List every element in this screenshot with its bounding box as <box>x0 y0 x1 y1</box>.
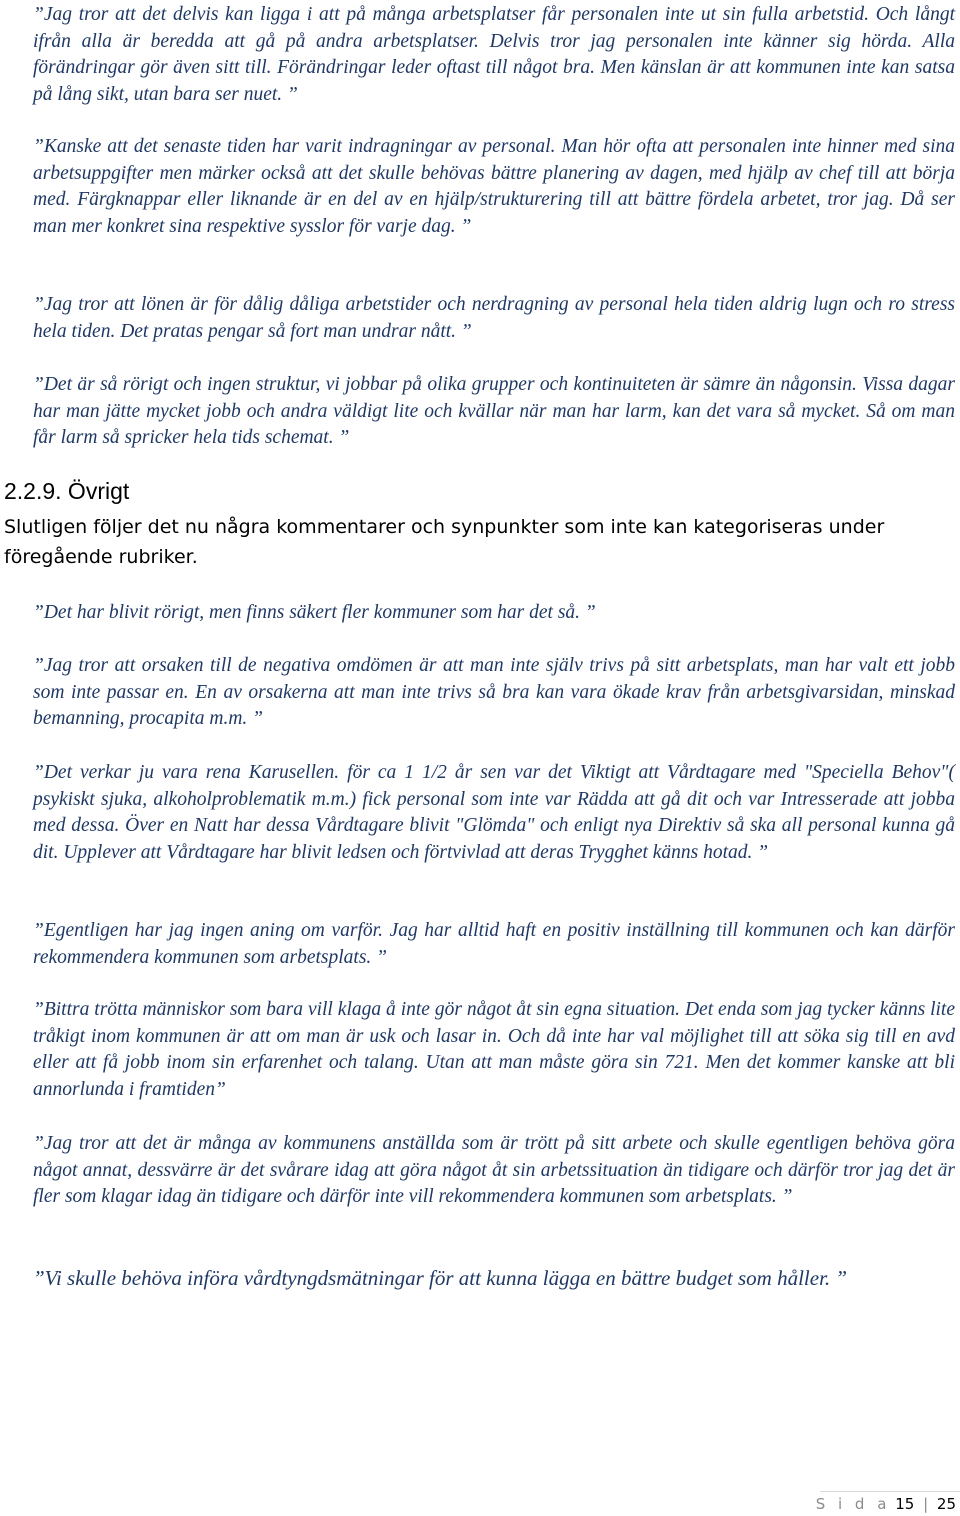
page-separator: | <box>923 1495 929 1513</box>
page-footer <box>816 1494 956 1514</box>
page-label: S i d a <box>815 1495 891 1513</box>
section-intro: Slutligen följer det nu några kommentarer och synpunkter som inte kan kategoriseras under föregående rubriker. <box>4 516 885 568</box>
quote-paragraph: ”Det är så rörigt och ingen struktur, vi jobbar på olika grupper och kontinuiteten är sämre än någonsin. Vissa dagar har man jätte mycket jobb och andra väldigt lite och kvällar när man har larm, kan det vara så mycket. Så om man får larm så spricker hela tids schemat. ” <box>33 374 955 448</box>
quote-paragraph: ”Egentligen har jag ingen aning om varför. Jag har alltid haft en positiv inställning till kommunen och kan därför rekommendera kommunen som arbetsplats. ” <box>33 920 955 968</box>
quote-paragraph: ”Jag tror att det är många av kommunens anställda som är trött på sitt arbete och skulle egentligen behöva göra något annat, dessvärre är det svårare idag att göra något åt sin arbetssituation än tidigare och därför tror jag det är fler som klagar idag än tidigare och därför inte vill rekommendera kommunen som arbetsplats. ” <box>33 1133 955 1207</box>
quote-paragraph: ”Kanske att det senaste tiden har varit indragningar av personal. Man hör ofta att personalen inte hinner med sina arbetsuppgifter men märker också att det skulle behövas bättre planering av dagen, med hjälp av chef till att börja med. Färgknappar eller liknande är en del av en hjälp/strukturering till att bättre fördela arbetet, tror jag. Då ser man mer konkret sina respektive sysslor för varje dag. ” <box>33 136 955 237</box>
quote-paragraph: ”Det verkar ju vara rena Karusellen. för ca 1 1/2 år sen var det Viktigt att Vårdtagare med "Speciella Behov"( psykiskt sjuka, alkoholproblematik m.m.) fick personal som inte var Rädda att gå dit och var Intresserade att jobba med dessa. Över en Natt har dessa Vårdtagare blivit "Glömda" och enligt nya Direktiv så ska all personal kunna gå dit. Upplever att Vårdtagare har blivit ledsen och förtvivlad att deras Trygghet känns hotad. ” <box>33 762 955 863</box>
footer-divider <box>820 1491 960 1492</box>
quote-paragraph: ”Jag tror att det delvis kan ligga i att på många arbetsplatser får personalen inte ut sin fulla arbetstid. Och långt ifrån alla är beredda att gå på andra arbetsplatser. Delvis tror jag personalen inte känner sig hörda. Alla förändringar gör även sitt till. Förändringar leder oftast till något bra. Men känslan är att kommunen inte kan satsa på lång sikt, utan bara ser nuet. ” <box>33 4 955 105</box>
quote-paragraph: ”Det har blivit rörigt, men finns säkert fler kommuner som har det så. ” <box>33 602 596 623</box>
page-total: 25 <box>936 1495 956 1513</box>
page-number: 15 <box>895 1495 915 1513</box>
quote-paragraph: ”Bittra trötta människor som bara vill klaga å inte gör något åt sin egna situation. Det enda som jag tycker känns lite tråkigt inom kommunen är att om man är usk och lasar in. Och då inte har val möjlighet till att söka sig till en avd eller att få jobb inom sin erfarenhet och talang. Utan att man måste göra sin 721. Men det kommer kanske att bli annorlunda i framtiden” <box>33 999 955 1100</box>
quote-paragraph: ”Vi skulle behöva införa vårdtyngdsmätningar för att kunna lägga en bättre budget som håller. ” <box>33 1266 848 1290</box>
quote-paragraph: ”Jag tror att lönen är för dålig dåliga arbetstider och nerdragning av personal hela tiden aldrig lugn och ro stress hela tiden. Det pratas pengar så fort man undrar nått. ” <box>33 294 955 342</box>
quote-paragraph: ”Jag tror att orsaken till de negativa omdömen är att man inte själv trivs på sitt arbetsplats, man har valt ett jobb som inte passar en. En av orsakerna att man inte trivs så bra kan vara ökade krav från arbetsgivarsidan, minskad bemanning, procapita m.m. ” <box>33 655 955 729</box>
section-heading: 2.2.9. Övrigt <box>4 478 130 504</box>
